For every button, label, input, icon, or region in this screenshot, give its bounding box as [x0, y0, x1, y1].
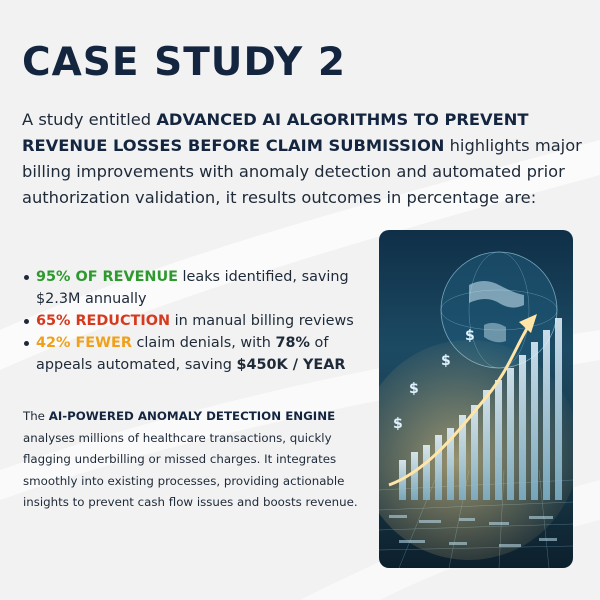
analytics-illustration — [379, 230, 573, 568]
list-item-text: leaks identified, saving $2.3M annually — [36, 269, 349, 307]
intro-suffix: highlights major billing improvements with anomaly detection and automated prior authorization validation, it results outcomes in percentage are: — [22, 136, 582, 207]
study-name: ADVANCED AI ALGORITHMS TO PREVENT REVENUE LOSSES BEFORE CLAIM SUBMISSION — [22, 110, 529, 155]
dollar-icon: $ — [409, 381, 419, 397]
desc-prefix: The — [23, 409, 49, 423]
dollar-icon: $ — [441, 353, 451, 369]
list-item — [24, 332, 369, 376]
results-list — [24, 266, 369, 376]
list-item — [24, 310, 369, 332]
list-item-text: in manual billing reviews — [170, 313, 354, 329]
list-item-text: of appeals automated, saving — [36, 335, 329, 373]
engine-description — [23, 406, 373, 514]
engine-name: AI-POWERED ANOMALY DETECTION ENGINE — [48, 409, 336, 423]
dollar-icon: $ — [393, 416, 403, 432]
growth-chart-illustration — [379, 230, 573, 568]
dollar-icon: $ — [465, 328, 475, 344]
list-item — [24, 266, 369, 310]
list-item-text: claim denials, with — [131, 335, 276, 351]
yearly-savings: $450K / YEAR — [236, 357, 346, 373]
reduction-highlight: 65% REDUCTION — [36, 313, 171, 329]
appeals-percent: 78% — [275, 335, 310, 351]
denials-highlight: 42% FEWER — [36, 335, 132, 351]
desc-body: analyses millions of healthcare transactions, quickly flagging underbilling or missed charges. It integrates smoothly into existing processes, providing actionable insights to prevent cash flow issues and boosts revenue. — [23, 430, 358, 509]
revenue-highlight: 95% OF REVENUE — [36, 269, 178, 285]
intro-prefix: A study entitled — [22, 110, 157, 129]
intro-paragraph — [22, 107, 582, 211]
page-title: CASE STUDY 2 — [22, 40, 346, 85]
